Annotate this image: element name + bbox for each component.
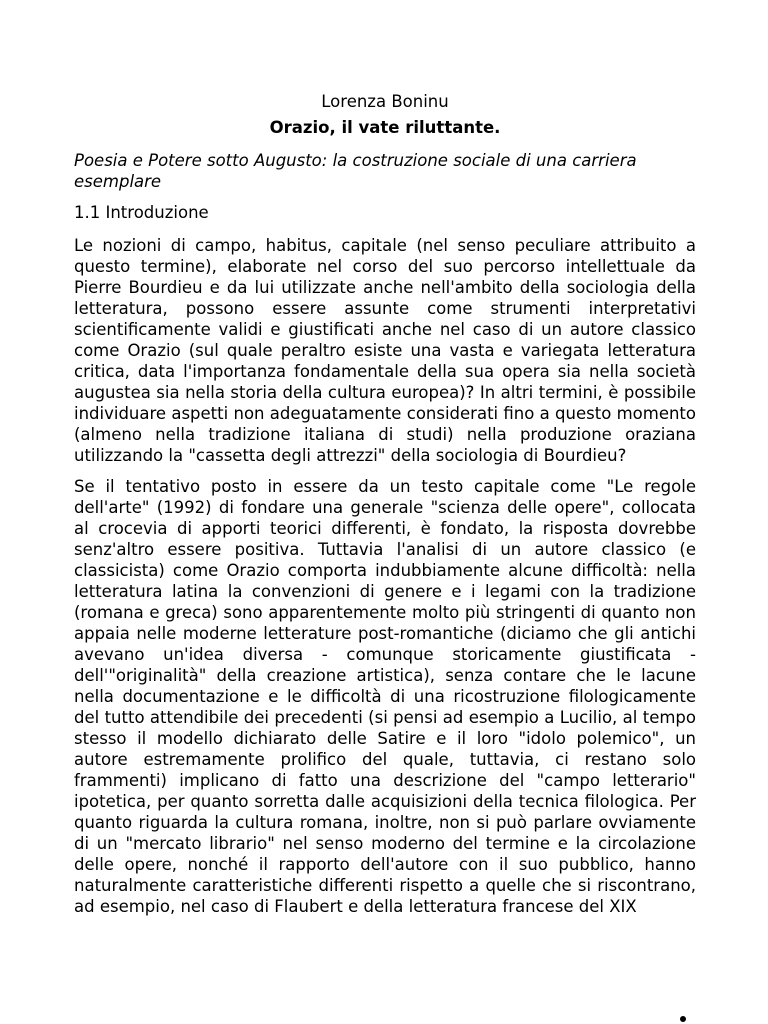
page-mark-dot	[680, 1016, 686, 1022]
document-subtitle: Poesia e Potere sotto Augusto: la costruzione sociale di una carriera esemplare	[74, 151, 637, 191]
paragraph-2: Se il tentativo posto in essere da un testo capitale come "Le regole dell'arte" (1992) di fondare una generale "scienza delle opere", collocata al crocevia di apporti teorici differenti, è fondato, la risposta dovrebbe senz'altro essere positiva. Tuttavia l'analisi di un autore classico (e classicista) come Orazio comporta indubbiamente alcune difficoltà: nella letteratura latina la convenzioni di genere e i legami con la tradizione (romana e greca) sono apparentemente molto più stringenti di quanto non appaia nelle moderne letterature post-romantiche (diciamo che gli antichi avevano un'idea diversa - comunque storicamente giustificata - dell'"originalità" della creazione artistica), senza contare che le lacune nella documentazione e le difficoltà di una ricostruzione filologicamente del tutto attendibile dei precedenti (si pensi ad esempio a Lucilio, al tempo stesso il modello dichiarato delle Satire e il loro "idolo polemico", un autore estremamente prolifico del quale, tuttavia, ci restano solo frammenti) implicano di fatto una descrizione del "campo letterario" ipotetica, per quanto sorretta dalle acquisizioni della tecnica filologica. Per quanto riguarda la cultura romana, inoltre, non si può parlare ovviamente di un "mercato librario" nel senso moderno del termine e la circolazione delle opere, nonché il rapporto dell'autore con il suo pubblico, hanno naturalmente caratteristiche differenti rispetto a quelle che si riscontrano, ad esempio, nel caso di Flaubert e della letteratura francese del XIX	[74, 477, 696, 916]
author-name: Lorenza Boninu	[321, 92, 449, 111]
document-title: Orazio, il vate riluttante.	[269, 118, 501, 137]
document-page	[74, 92, 696, 927]
section-heading: 1.1 Introduzione	[74, 203, 209, 222]
paragraph-1: Le nozioni di campo, habitus, capitale (nel senso peculiare attribuito a questo termine), elaborate nel corso del suo percorso intellettuale da Pierre Bourdieu e da lui utilizzate anche nell'ambito della sociologia della letteratura, possono essere assunte come strumenti interpretativi scientificamente validi e giustificati anche nel caso di un autore classico come Orazio (sul quale peraltro esiste una vasta e variegata letteratura critica, data l'importanza fondamentale della sua opera sia nella società augustea sia nella storia della cultura europea)? In altri termini, è possibile individuare aspetti non adeguatamente considerati fino a questo momento (almeno nella tradizione italiana di studi) nella produzione oraziana utilizzando la "cassetta degli attrezzi" della sociologia di Bourdieu?	[74, 236, 696, 465]
